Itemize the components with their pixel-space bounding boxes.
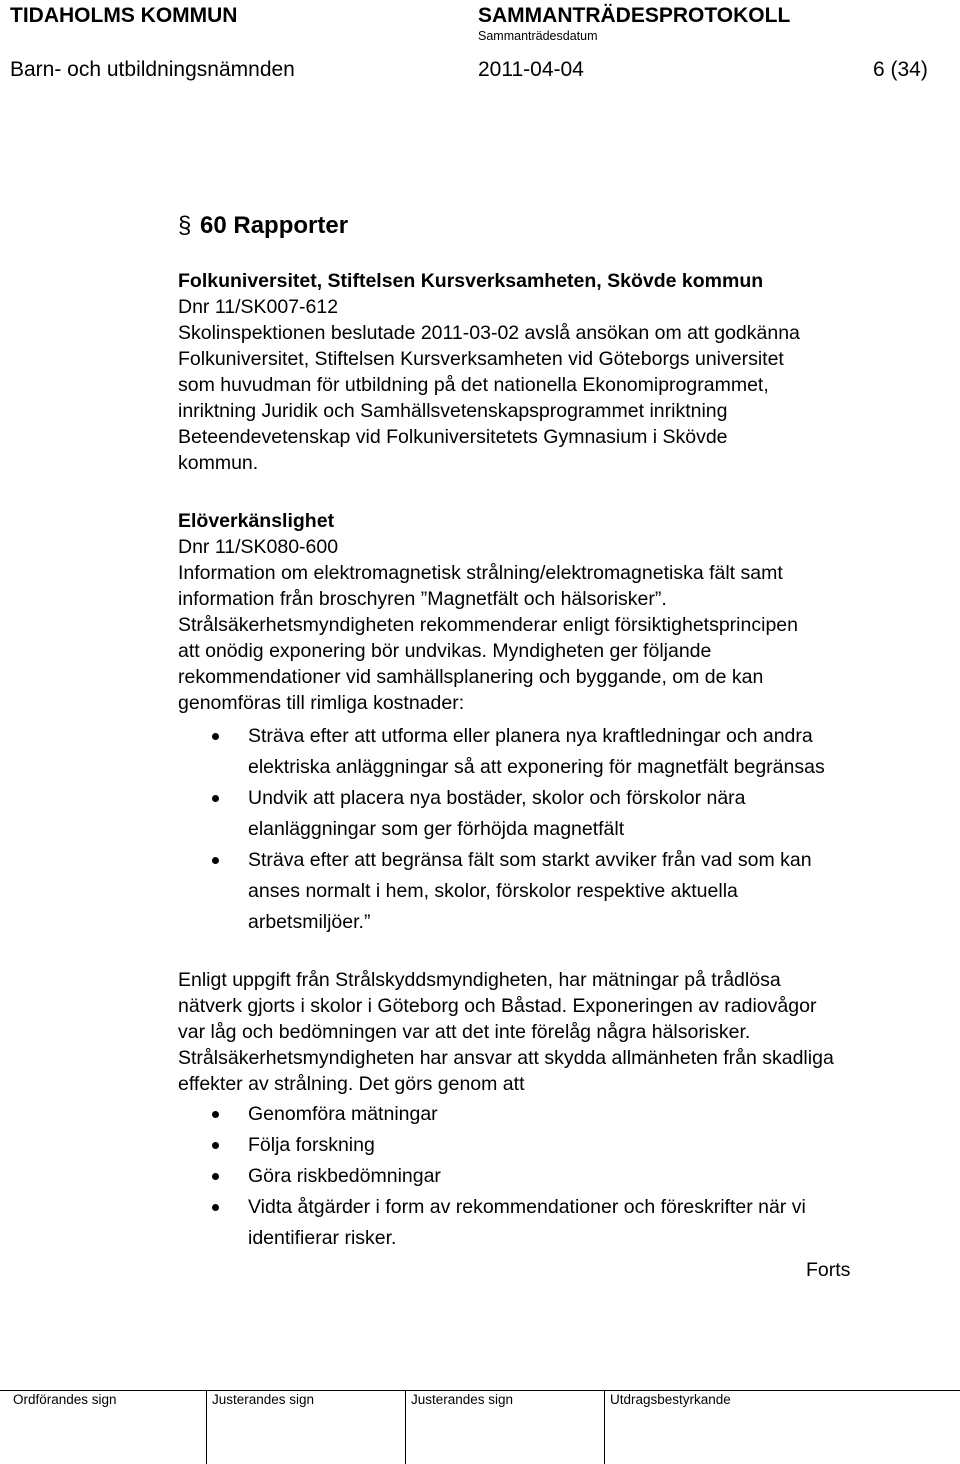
item-dnr: Dnr 11/SK007-612	[178, 296, 339, 318]
list-item-line: Göra riskbedömningar	[248, 1165, 441, 1187]
continued-note: Forts	[806, 1259, 851, 1281]
list-item-line: elanläggningar som ger förhöjda magnetfält	[248, 818, 625, 840]
list-item	[178, 1192, 806, 1254]
paragraph-line: var låg och bedömningen var att det inte förelåg några hälsorisker.	[178, 1021, 751, 1043]
item-text-line: Folkuniversitet, Stiftelsen Kursverksamheten vid Göteborgs universitet	[178, 348, 784, 370]
bullet-icon	[212, 1173, 219, 1180]
item-heading: Folkuniversitet, Stiftelsen Kursverksamheten, Skövde kommun	[178, 270, 764, 292]
item-heading: Elöverkänslighet	[178, 510, 335, 532]
item-text-line: genomföras till rimliga kostnader:	[178, 692, 465, 714]
paragraph-line: effekter av strålning. Det görs genom att	[178, 1073, 525, 1095]
list-item-line: identifierar risker.	[248, 1227, 397, 1249]
list-item-line: anses normalt i hem, skolor, förskolor respektive aktuella	[248, 880, 738, 902]
wireless-network-paragraph	[178, 967, 834, 1097]
bullet-icon	[212, 1204, 219, 1211]
section-title-text: 60 Rapporter	[200, 212, 349, 239]
item-text-line: information från broschyren ”Magnetfält och hälsorisker”.	[178, 588, 667, 610]
page-number: 6 (34)	[873, 58, 928, 81]
list-item	[178, 1130, 806, 1161]
item-text-line: som huvudman för utbildning på det nationella Ekonomiprogrammet,	[178, 374, 769, 396]
list-item-line: Vidta åtgärder i form av rekommendationer och föreskrifter när vi	[248, 1196, 806, 1218]
document-type: SAMMANTRÄDESPROTOKOLL	[478, 4, 791, 27]
item-text-line: Strålsäkerhetsmyndigheten rekommenderar enligt försiktighetsprincipen	[178, 614, 798, 636]
item-text-line: Skolinspektionen beslutade 2011-03-02 avslå ansökan om att godkänna	[178, 322, 800, 344]
paragraph-line: Strålsäkerhetsmyndigheten har ansvar att skydda allmänheten från skadliga	[178, 1047, 834, 1069]
chair-signature-field: Ordförandes sign	[13, 1392, 117, 1407]
list-item-line: Sträva efter att utforma eller planera nya kraftledningar och andra	[248, 725, 813, 747]
footer-column-separator	[405, 1390, 406, 1464]
list-item-line: elektriska anläggningar så att exponering för magnetfält begränsas	[248, 756, 825, 778]
recommendation-list	[178, 721, 825, 938]
list-item	[178, 845, 825, 938]
bullet-icon	[212, 1111, 219, 1118]
list-item-line: Genomföra mätningar	[248, 1103, 438, 1125]
item-folkuniversitet	[178, 268, 800, 476]
item-text-line: kommun.	[178, 452, 259, 474]
footer-column-separator	[604, 1390, 605, 1464]
list-item	[178, 1161, 806, 1192]
footer-divider	[0, 1390, 960, 1391]
committee-name: Barn- och utbildningsnämnden	[10, 58, 295, 81]
item-text-line: Information om elektromagnetisk strålning/elektromagnetiska fält samt	[178, 562, 783, 584]
footer-column-separator	[206, 1390, 207, 1464]
list-item-line: Undvik att placera nya bostäder, skolor och förskolor nära	[248, 787, 746, 809]
measures-list	[178, 1099, 806, 1254]
list-item	[178, 1099, 806, 1130]
section-title	[178, 212, 348, 240]
list-item	[178, 783, 825, 845]
item-text-line: att onödig exponering bör undvikas. Myndigheten ger följande	[178, 640, 712, 662]
bullet-icon	[212, 795, 219, 802]
paragraph-line: Enligt uppgift från Strålskyddsmyndigheten, har mätningar på trådlösa	[178, 969, 781, 991]
meeting-date: 2011-04-04	[478, 58, 584, 81]
municipality-name: TIDAHOLMS KOMMUN	[10, 4, 238, 27]
item-dnr: Dnr 11/SK080-600	[178, 536, 339, 558]
extract-certification-field: Utdragsbestyrkande	[610, 1392, 731, 1407]
paragraph-sign: §	[178, 212, 192, 239]
adjuster-signature-field: Justerandes sign	[411, 1392, 514, 1407]
paragraph-line: nätverk gjorts i skolor i Göteborg och Båstad. Exponeringen av radiovågor	[178, 995, 817, 1017]
meeting-date-label: Sammanträdesdatum	[478, 29, 598, 43]
bullet-icon	[212, 733, 219, 740]
item-text-line: inriktning Juridik och Samhällsvetenskapsprogrammet inriktning	[178, 400, 728, 422]
item-text-line: rekommendationer vid samhällsplanering och byggande, om de kan	[178, 666, 764, 688]
item-text-line: Beteendevetenskap vid Folkuniversitetets Gymnasium i Skövde	[178, 426, 728, 448]
list-item	[178, 721, 825, 783]
adjuster-signature-field: Justerandes sign	[212, 1392, 315, 1407]
list-item-line: arbetsmiljöer.”	[248, 911, 371, 933]
list-item-line: Sträva efter att begränsa fält som starkt avviker från vad som kan	[248, 849, 812, 871]
bullet-icon	[212, 857, 219, 864]
bullet-icon	[212, 1142, 219, 1149]
item-eloverkanslighet	[178, 508, 798, 716]
list-item-line: Följa forskning	[248, 1134, 375, 1156]
